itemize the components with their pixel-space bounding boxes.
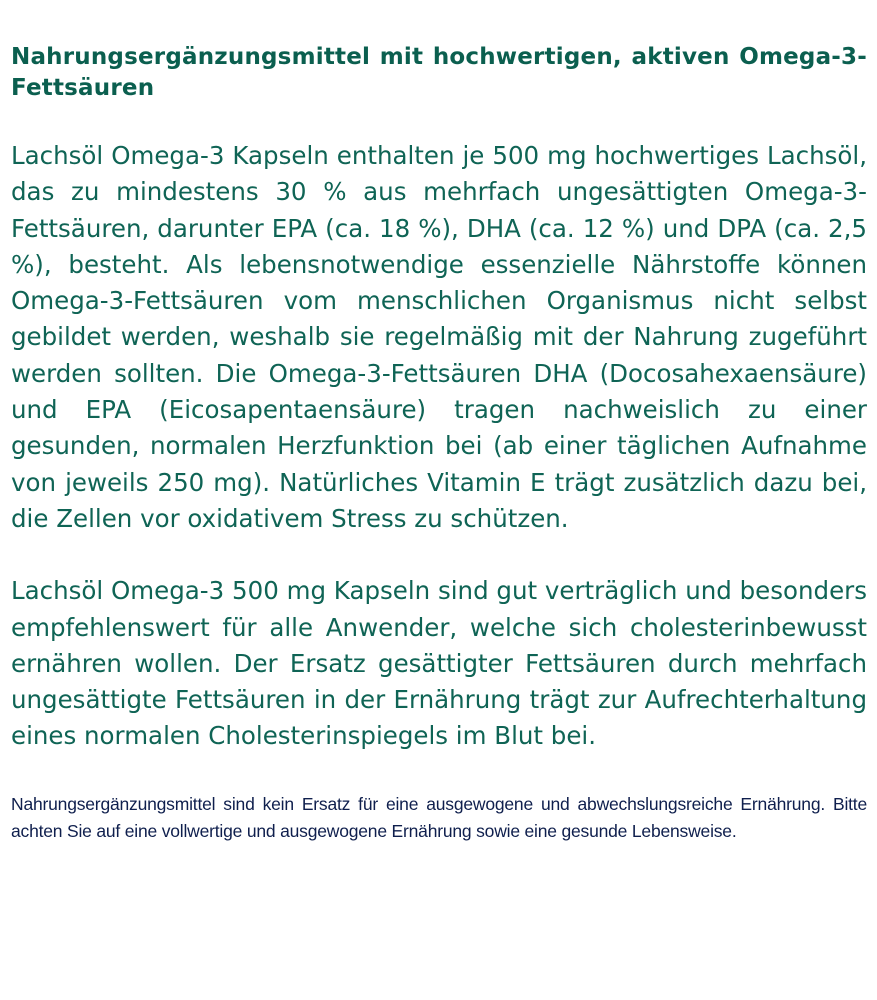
product-description [11, 42, 867, 845]
description-paragraph-2: Lachsöl Omega-3 500 mg Kapseln sind gut verträglich und besonders empfehlenswert für alle Anwender, welche sich cholesterinbewusst ernähren wollen. Der Ersatz gesättigter Fettsäuren durch mehrfach ungesättigte Fettsäuren in der Ernährung trägt zur Aufrechterhaltung eines normalen Cholesterinspiegels im Blut bei. [11, 576, 867, 751]
disclaimer-note: Nahrungsergänzungsmittel sind kein Ersatz für eine ausgewogene und abwechslungsreiche Ernährung. Bitte achten Sie auf eine vollwertige und ausgewogene Ernährung sowie eine gesunde Lebensweise. [11, 793, 867, 841]
description-paragraph-1: Lachsöl Omega-3 Kapseln enthalten je 500 mg hochwertiges Lachsöl, das zu mindestens 30 % aus mehrfach ungesättigten Omega-3-Fettsäuren, darunter EPA (ca. 18 %), DHA (ca. 12 %) und DPA (ca. 2,5 %), besteht. Als lebensnotwendige essenzielle Nährstoffe können Omega-3-Fettsäuren vom menschlichen Organismus nicht selbst gebildet werden, weshalb sie regelmäßig mit der Nahrung zugeführt werden sollten. Die Omega-3-Fettsäuren DHA (Docosahexaensäure) und EPA (Eicosapentaensäure) tragen nachweislich zu einer gesunden, normalen Herzfunktion bei (ab einer täglichen Aufnahme von jeweils 250 mg). Natürliches Vitamin E trägt zusätzlich dazu bei, die Zellen vor oxidativem Stress zu schützen. [11, 141, 867, 533]
page-title: Nahrungsergänzungsmittel mit hochwertigen, aktiven Omega-3-Fettsäuren [11, 44, 867, 101]
